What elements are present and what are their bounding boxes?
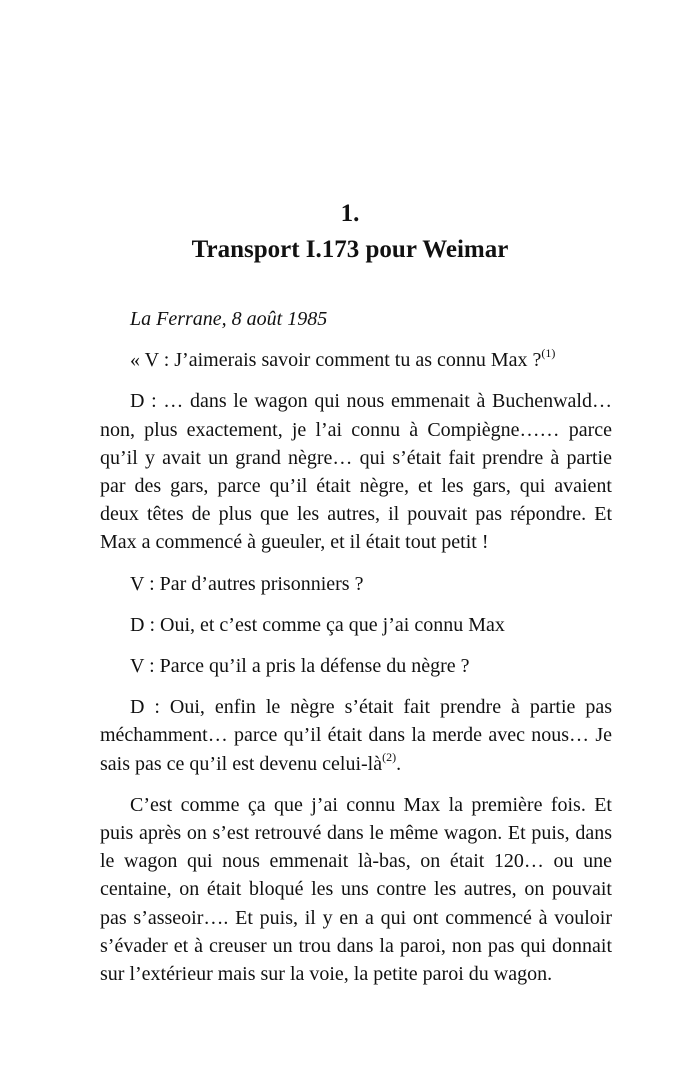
paragraph-text: C’est comme ça que j’ai connu Max la première fois. Et puis après on s’est retrouvé dans le même wagon. Et puis, dans le wagon qui nous emmenait là-bas, on était 120… ou une centaine, on était bloqué les uns contre les autres, on pouvait pas s’asseoir…. Et puis, il y en a qui ont commencé à vouloir s’évader et à creuser un trou dans la paroi, non pas qui donnait sur l’extérieur mais sur la voie, la petite paroi du wagon. <box>100 793 612 986</box>
paragraph <box>100 652 612 680</box>
paragraph-text: D : Oui, et c’est comme ça que j’ai connu Max <box>130 613 505 636</box>
chapter-number: 1. <box>340 200 360 227</box>
chapter-title: Transport I.173 pour Weimar <box>191 236 509 263</box>
paragraph <box>100 570 612 598</box>
paragraph <box>100 611 612 639</box>
paragraph-text: « V : J’aimerais savoir comment tu as connu Max ? <box>130 349 542 372</box>
page-body <box>100 305 612 1001</box>
paragraph-text: D : Oui, enfin le nègre s’était fait prendre à partie pas méchamment… parce qu’il était dans la merde avec nous… Je sais pas ce qu’il est devenu celui-là <box>100 696 612 775</box>
footnote-ref: (2) <box>382 749 397 764</box>
paragraph <box>100 693 612 778</box>
paragraph <box>100 346 612 374</box>
dateline: La Ferrane, 8 août 1985 <box>130 308 328 330</box>
paragraph-text: V : Parce qu’il a pris la défense du nègre ? <box>130 655 470 678</box>
paragraph-text: D : … dans le wagon qui nous emmenait à Buchenwald… non, plus exactement, je l’ai connu à Compiègne…… parce qu’il y avait un grand nègre… qui s’était fait prendre à partie par des gars, parce qu’il était nègre, et les gars, qui avaient deux têtes de plus que les autres, il pouvait pas répondre. Et Max a commencé à gueuler, et il était tout petit ! <box>100 390 612 554</box>
paragraph-text-tail: . <box>396 752 402 775</box>
paragraph-text: V : Par d’autres prisonniers ? <box>130 572 364 595</box>
paragraph <box>100 791 612 988</box>
footnote-ref: (1) <box>541 346 556 361</box>
dateline-block <box>100 305 612 333</box>
paragraph <box>100 387 612 556</box>
chapter-heading <box>0 196 700 268</box>
